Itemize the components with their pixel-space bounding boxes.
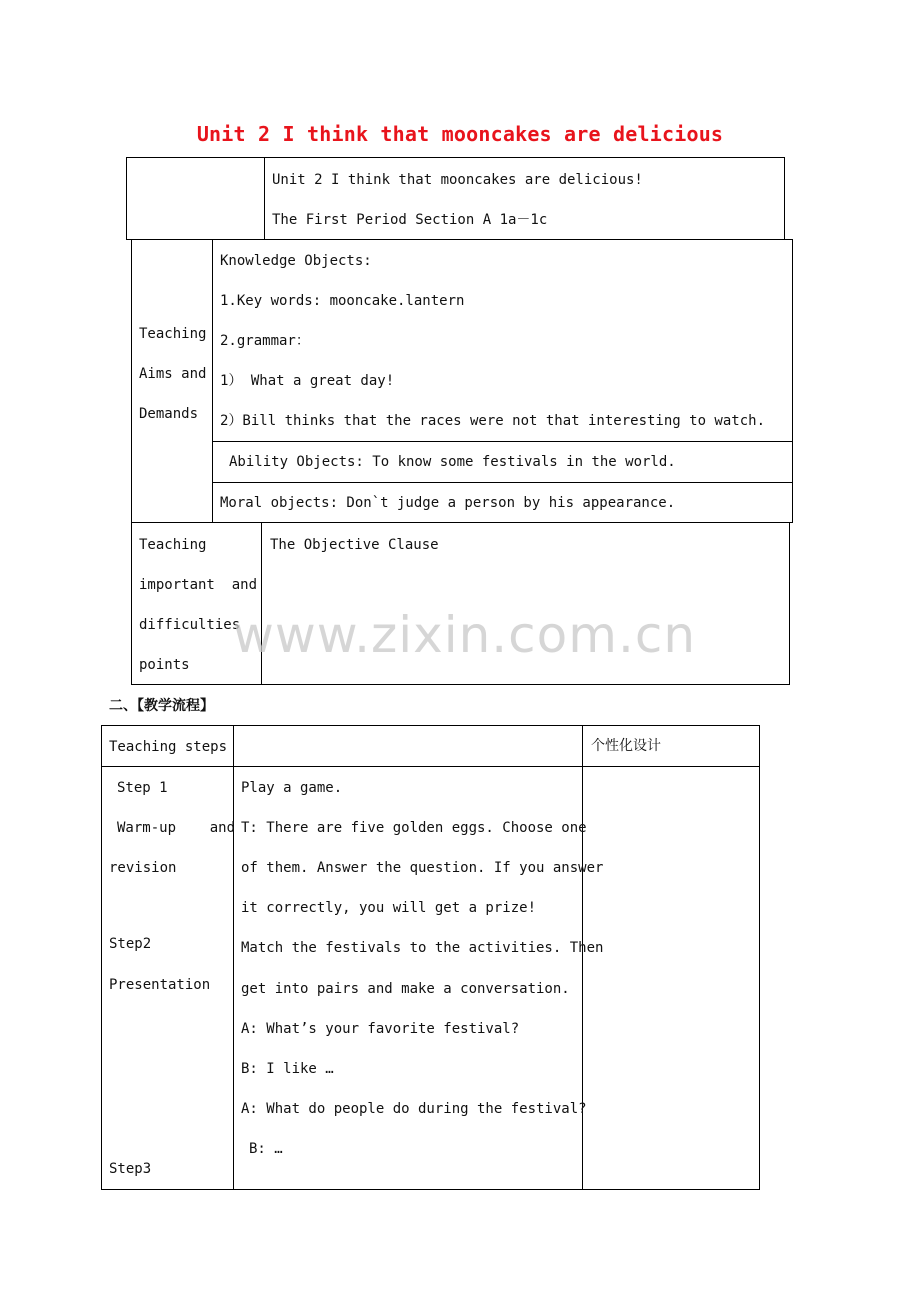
activity-line: A: What’s your favorite festival? (241, 1021, 520, 1037)
divider (264, 157, 265, 240)
period-line: The First Period Section A 1a－1c (272, 212, 548, 228)
important-label: Teaching (139, 537, 207, 553)
page-title: Unit 2 I think that mooncakes are delicious (196, 122, 724, 146)
important-label: difficulties (139, 617, 241, 633)
aims-label: Teaching (139, 326, 207, 342)
knowledge-line: Knowledge Objects: (220, 253, 372, 269)
divider (101, 766, 760, 767)
divider (233, 725, 234, 1190)
divider (212, 482, 793, 483)
activity-line: B: … (249, 1141, 283, 1157)
step-label: revision (109, 860, 177, 876)
activity-line: it correctly, you will get a prize! (241, 900, 537, 916)
step-label: Step3 (109, 1161, 152, 1177)
activity-line: B: I like … (241, 1061, 334, 1077)
aims-label: Demands (139, 406, 199, 422)
ability-objects: Ability Objects: To know some festivals in the world. (229, 454, 676, 470)
important-label: points (139, 657, 190, 673)
header-teaching-steps: Teaching steps (109, 739, 228, 755)
activity-line: Match the festivals to the activities. Then (241, 940, 604, 956)
knowledge-line: 2）Bill thinks that the races were not that interesting to watch. (220, 413, 766, 429)
step-label: Warm-up and (117, 820, 236, 836)
step-label: Presentation (109, 977, 211, 993)
step-label: Step2 (109, 936, 152, 952)
activity-line: of them. Answer the question. If you answer (241, 860, 604, 876)
activity-line: T: There are five golden eggs. Choose one (241, 820, 587, 836)
important-label: important and (139, 577, 258, 593)
knowledge-line: 2.grammar： (220, 333, 310, 349)
knowledge-line: 1.Key words: mooncake.lantern (220, 293, 465, 309)
divider (582, 725, 583, 1190)
moral-objects: Moral objects: Don`t judge a person by his appearance. (220, 495, 676, 511)
aims-label: Aims and (139, 366, 207, 382)
header-personalized-design: 个性化设计 (591, 738, 661, 754)
unit-line: Unit 2 I think that mooncakes are delicious! (272, 172, 643, 188)
divider (212, 441, 793, 442)
divider (212, 239, 213, 523)
watermark: www.zixin.com.cn (233, 606, 697, 664)
activity-line: A: What do people do during the festival? (241, 1101, 587, 1117)
section-heading: 二、【教学流程】 (109, 698, 214, 714)
important-content: The Objective Clause (270, 537, 439, 553)
activity-line: Play a game. (241, 780, 343, 796)
knowledge-line: 1） What a great day! (220, 373, 395, 389)
step-label: Step 1 (117, 780, 168, 796)
steps-table-frame (101, 725, 760, 1190)
activity-line: get into pairs and make a conversation. (241, 981, 570, 997)
